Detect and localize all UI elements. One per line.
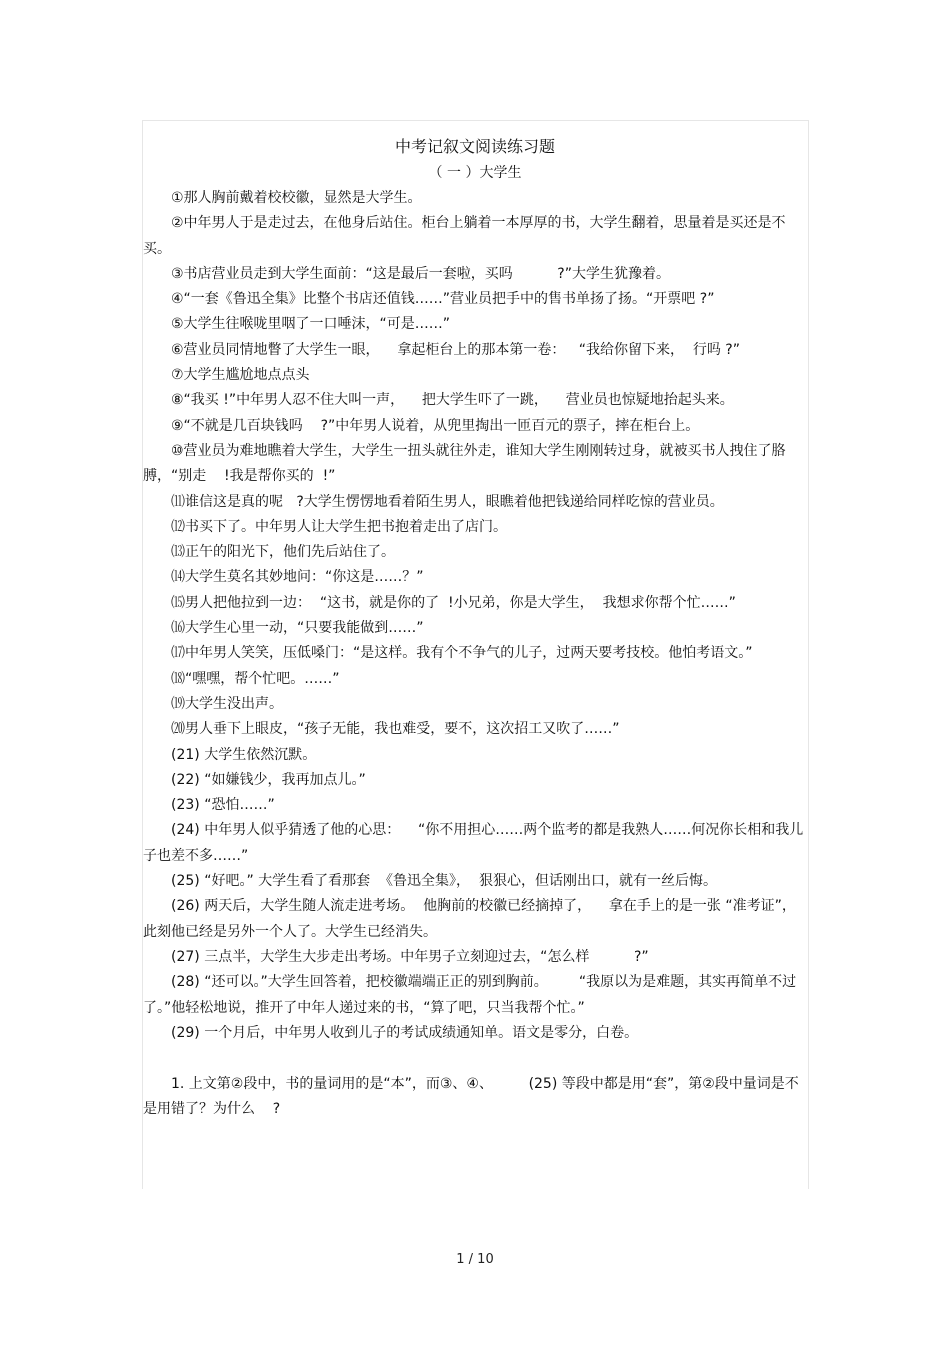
- paragraph: ⒀正午的阳光下，他们先后站住了。: [171, 544, 395, 561]
- paragraph: ①那人胸前戴着校校徽，显然是大学生。: [171, 190, 422, 206]
- paragraph-list: [143, 186, 807, 1046]
- paragraph: ⑿书买下了。中年男人让大学生把书抱着走出了店门。: [171, 518, 507, 535]
- paragraph: ⒆大学生没出声。: [171, 695, 283, 712]
- section-heading: （ 一 ）大学生: [428, 165, 522, 181]
- paragraph: ⑾谁信这是真的呢 ?大学生愣愣地看着陌生男人，眼瞧着他把钱递给同样吃惊的营业员。: [171, 493, 724, 510]
- paragraph: (27) 三点半，大学生大步走出考场。中年男子立刻迎过去，“怎么样 ?”: [171, 948, 649, 965]
- paragraph: ⒁大学生莫名其妙地问：“你这是……？”: [171, 569, 424, 586]
- paragraph: ⒄中年男人笑笑，压低嗓门：“是这样。我有个不争气的儿子，过两天要考技校。他怕考语文。”: [171, 645, 753, 662]
- paragraph: (29) 一个月后，中年男人收到儿子的考试成绩通知单。语文是零分，白卷。: [171, 1024, 639, 1041]
- paragraph: ⑤大学生往喉咙里咽了一口唾沫，“可是……”: [171, 316, 451, 333]
- paragraph: ⑦大学生尴尬地点点头: [171, 367, 310, 384]
- paragraph: ⒂男人把他拉到一边： “这书，就是你的了 !小兄弟，你是大学生， 我想求你帮个忙……”: [171, 594, 736, 611]
- paragraph: ⒅“嘿嘿，帮个忙吧。……”: [171, 670, 340, 687]
- paragraph: ⑨“不就是几百块钱吗 ?”中年男人说着，从兜里掏出一匝百元的票子，摔在柜台上。: [171, 417, 700, 434]
- paragraph: ③书店营业员走到大学生面前：“这是最后一套啦，买吗 ?”大学生犹豫着。: [171, 265, 670, 282]
- document-title: 中考记叙文阅读练习题: [394, 137, 555, 156]
- paragraph: ⒇男人垂下上眼皮，“孩子无能，我也难受，要不，这次招工又吹了……”: [171, 721, 620, 738]
- paragraph: (25) “好吧。” 大学生看了看那套 《鲁迅全集》， 狠狠心，但话刚出口，就有一丝后悔。: [171, 873, 717, 890]
- paragraph: ⑧“我买 !”中年男人忍不住大叫一声， 把大学生吓了一跳， 营业员也惊疑地抬起头来。: [171, 392, 734, 409]
- paragraph: (22) “如嫌钱少，我再加点儿。”: [171, 771, 366, 788]
- page-number: 1 / 10: [456, 1252, 494, 1267]
- paragraph: ⑩营业员为难地瞧着大学生，大学生一扭头就往外走，谁知大学生刚刚转过身，就被买书人拽住了胳膊，“别走 !我是帮你买的 !”: [143, 442, 786, 485]
- paragraph: (24) 中年男人似乎猜透了他的心思： “你不用担心……两个监考的都是我熟人……何况你长相和我儿子也差不多……”: [143, 822, 804, 864]
- paragraph: ④“一套《鲁迅全集》比整个书店还值钱……”营业员把手中的售书单扬了扬。“开票吧 ?”: [171, 291, 715, 308]
- paragraph: ⑥营业员同情地瞥了大学生一眼， 拿起柜台上的那本第一卷： “我给你留下来， 行吗 ?”: [171, 341, 740, 358]
- paragraph: (28) “还可以。”大学生回答着，把校徽端端正正的别到胸前。 “我原以为是难题，其实再简单不过了。”他轻松地说，推开了中年人递过来的书，“算了吧，只当我帮个忙。”: [143, 974, 797, 1016]
- paragraph: (23) “恐怕……”: [171, 797, 275, 814]
- paragraph: (21) 大学生依然沉默。: [171, 746, 317, 763]
- question-1: 1. 上文第②段中，书的量词用的是“本”，而③、④、 (25) 等段中都是用“套”，第②段中量词是不是用错了？为什么 ?: [143, 1076, 799, 1118]
- paragraph: ②中年男人于是走过去，在他身后站住。柜台上躺着一本厚厚的书，大学生翻着，思量着是买还是不买。: [143, 215, 786, 257]
- document-body: [143, 136, 807, 1123]
- paragraph: (26) 两天后，大学生随人流走进考场。 他胸前的校徽已经摘掉了， 拿在手上的是一张 “准考证”，此刻他已经是另外一个人了。大学生已经消失。: [143, 898, 796, 940]
- paragraph: ⒃大学生心里一动，“只要我能做到……”: [171, 620, 424, 637]
- spacer: [143, 1046, 807, 1072]
